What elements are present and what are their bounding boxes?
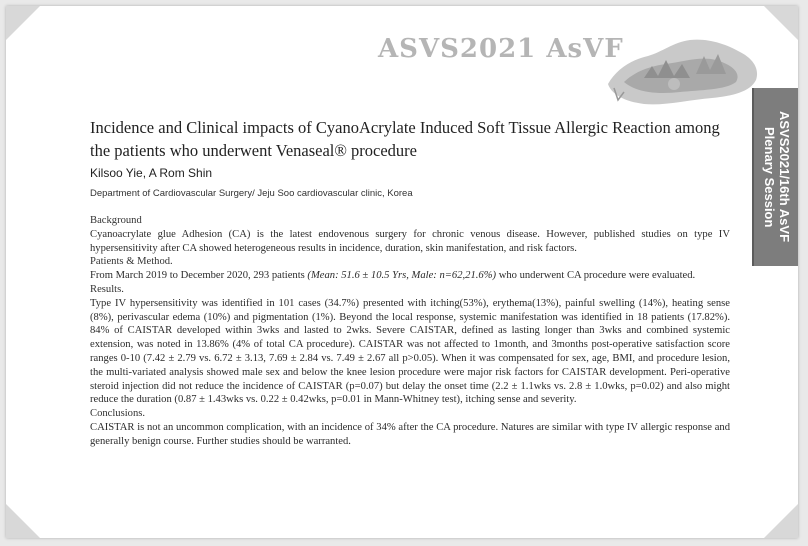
abstract-body xyxy=(90,214,730,449)
page-corner-decoration xyxy=(764,6,798,40)
side-tab-label: ASVS2021/16th AsVF Plenary Session xyxy=(762,111,792,243)
conference-logo: ASVS2021 AsVF xyxy=(378,34,624,64)
background-heading: Background xyxy=(90,215,142,226)
methods-heading: Patients & Method. xyxy=(90,256,173,268)
abstract-title: Incidence and Clinical impacts of CyanoAcrylate Induced Soft Tissue Allergic Reaction among the patients who underwent Venaseal® procedure xyxy=(90,118,720,160)
authors: Kilsoo Yie, A Rom Shin xyxy=(90,166,213,180)
abstract-page xyxy=(6,6,798,538)
conclusions-heading: Conclusions. xyxy=(90,408,146,420)
page-corner-decoration xyxy=(6,6,40,40)
page-corner-decoration xyxy=(6,504,40,538)
background-text: Cyanoacrylate glue Adhesion (CA) is the latest endovenous surgery for chronic venous disease. However, published studies on type IV hypersensitivity after CA showed heterogeneous results in incidence, duration, skin manifestation, and risk factors. xyxy=(90,228,730,254)
results-text: Type IV hypersensitivity was identified in 101 cases (34.7%) presented with itching(53%), erythema(13%), painful swelling (14%), heating sense (8%), perivascular edema (10%) and pigmentation (1%). Beyond the local response, systemic manifestation was identified in 18 patients (17.82%). 84% of CAISTAR developed within 3wks and lasted to 2wks. Severe CAISTAR, defined as lasting longer than 3wks and combined systemic extension, was noted in 13.86% (4% of total CA procedure). CAISTAR was not affected to 1month, and 3months post-operative satisfaction score ranges 0-10 (7.42 ± 2.79 vs. 6.72 ± 3.13, 7.69 ± 2.84 vs. 7.49 ± 2.67 all p>0.05). When it was compensated for sex, age, BMI, and procedure lesion, the multi-variated analysis showed male sex and below the knee lesion procedure were major risk factors for CAISTAR development. Peri-operative steroid injection did not reduce the incidence of CAISTAR (p=0.07) but delay the onset time (2.2 ± 1.1wks vs. 2.8 ± 1.0wks, p=0.02) and also might reduce the duration (0.87 ± 1.43wks vs. 0.22 ± 0.42wks, p=0.01 in Mann-Whitney test), itching sense and severity. xyxy=(90,297,730,406)
affiliation: Department of Cardiovascular Surgery/ Jeju Soo cardiovascular clinic, Korea xyxy=(90,188,413,199)
results-heading: Results. xyxy=(90,283,124,295)
page-corner-decoration xyxy=(764,504,798,538)
conclusions-text: CAISTAR is not an uncommon complication, with an incidence of 34% after the CA procedure. Natures are similar with type IV allergic response and generally benign course. Further studies should be warranted. xyxy=(90,421,730,447)
methods-text-part: who underwent CA procedure were evaluated. xyxy=(496,270,696,282)
methods-text xyxy=(90,269,730,283)
methods-text-part: From March 2019 to December 2020, 293 patients xyxy=(90,270,308,282)
methods-stats: (Mean: 51.6 ± 10.5 Yrs, Male: n=62,21.6%) xyxy=(307,270,497,282)
jeju-island-graphic xyxy=(604,26,764,110)
session-side-tab xyxy=(752,88,798,266)
